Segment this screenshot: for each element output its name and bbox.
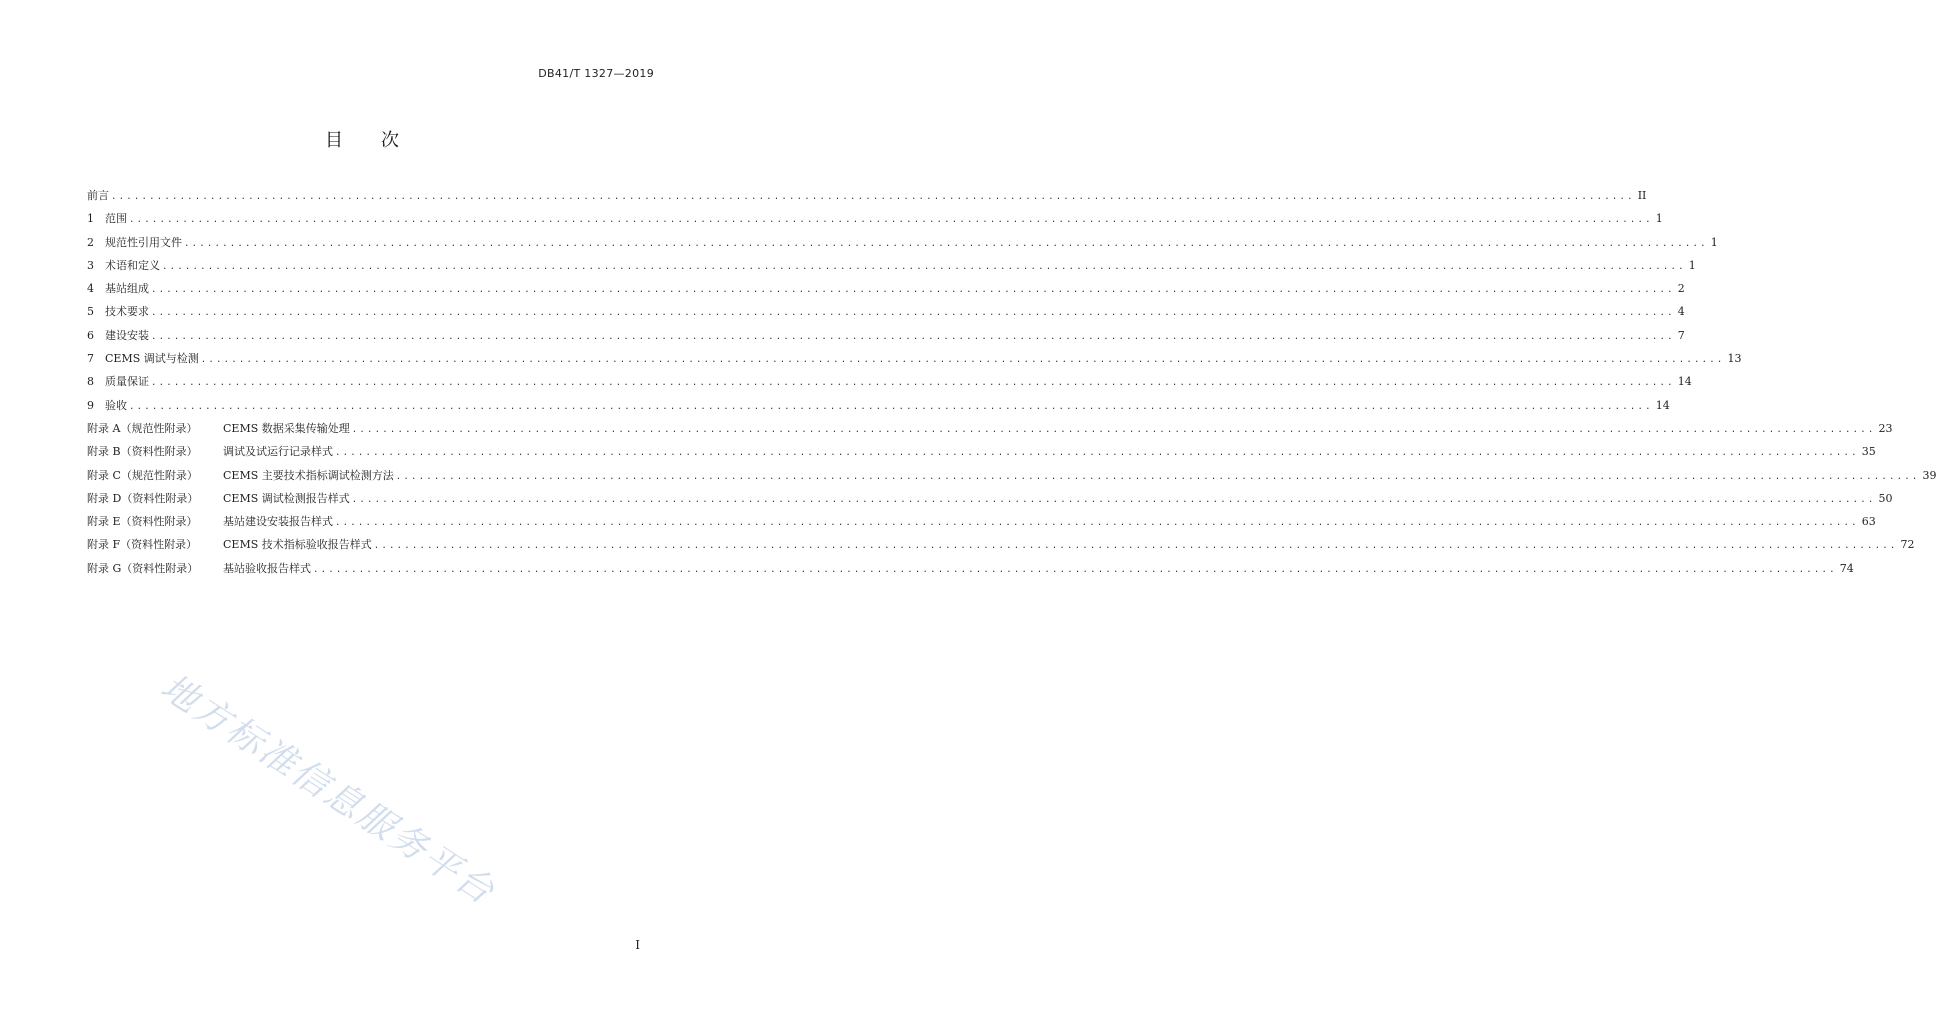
toc-entry-label [87,394,127,417]
toc-entry[interactable] [87,440,1876,463]
leader-dots: ........................................................................................................................................................................................................ [162,261,1686,272]
section-title: 基站验收报告样式 [223,561,311,575]
toc-entry-label [87,370,149,393]
toc-page-number: 74 [1839,561,1854,575]
appendix-prefix: 附录 G（资料性附录） [87,561,199,575]
leader-dots: ........................................................................................................................................................................................................ [200,355,1725,366]
appendix-prefix: 附录 E（资料性附录） [87,515,198,529]
page-number: I [635,938,640,952]
toc-entry[interactable] [87,184,1647,207]
toc-entry[interactable] [87,464,1936,487]
toc-page-number: 1 [1710,235,1718,249]
watermark: 地方标准信息服务平台 [153,666,503,914]
section-title: CEMS 调试与检测 [105,352,199,366]
section-title: CEMS 调试检测报告样式 [223,491,350,505]
toc-page-number: 50 [1878,491,1893,505]
section-title: 质量保证 [105,375,149,389]
leader-dots: ........................................................................................................................................................................................................ [313,564,1837,575]
section-number: 6 [87,328,94,342]
appendix-prefix: 附录 A（规范性附录） [87,421,198,435]
toc-entry[interactable] [87,370,1692,393]
leader-dots: ........................................................................................................................................................................................................ [184,238,1708,249]
toc-entry-label [87,300,149,323]
toc-entry-label [87,557,311,580]
leader-dots: ........................................................................................................................................................................................................ [151,308,1675,319]
toc-entry-label [87,464,394,487]
toc-entry-label [87,207,127,230]
toc-entry[interactable] [87,277,1685,300]
toc-entry-label [87,231,182,254]
toc-entry-label [87,440,333,463]
section-number: 5 [87,305,94,319]
toc-entry-label [87,417,350,440]
toc-entry-label [87,277,149,300]
toc-page-number: 2 [1677,282,1685,296]
section-title: CEMS 主要技术指标调试检测方法 [223,468,394,482]
leader-dots: ........................................................................................................................................................................................................ [151,378,1675,389]
section-title: 规范性引用文件 [105,235,182,249]
leader-dots: ........................................................................................................................................................................................................ [129,215,1653,226]
section-number: 3 [87,258,94,272]
section-title: 范围 [105,212,127,226]
toc-title: 目次 [325,130,437,151]
leader-dots: ........................................................................................................................................................................................................ [395,471,1920,482]
leader-dots: ........................................................................................................................................................................................................ [335,518,1859,529]
toc-page-number: 23 [1878,421,1893,435]
section-title: 前言 [87,189,109,202]
toc-entry[interactable] [87,394,1670,417]
toc-entry[interactable] [87,487,1893,510]
section-number: 7 [87,352,94,366]
toc-entry-label [87,324,149,347]
section-number: 2 [87,235,94,249]
toc-entry[interactable] [87,207,1663,230]
leader-dots: ........................................................................................................................................................................................................ [129,401,1653,412]
toc-entry[interactable] [87,417,1893,440]
toc-entry[interactable] [87,347,1742,370]
leader-dots: ........................................................................................................................................................................................................ [373,541,1898,552]
leader-dots: ........................................................................................................................................................................................................ [151,331,1675,342]
appendix-prefix: 附录 F（资料性附录） [87,538,198,552]
section-title: CEMS 技术指标验收报告样式 [223,538,372,552]
toc-entry-label [87,184,109,207]
toc-page-number: 7 [1677,328,1685,342]
section-number: 9 [87,398,94,412]
toc-page-number: 39 [1922,468,1936,482]
section-title: 验收 [105,398,127,412]
toc-entry[interactable] [87,533,1915,556]
table-of-contents [87,184,1936,580]
appendix-prefix: 附录 B（资料性附录） [87,445,198,459]
section-title: 调试及试运行记录样式 [223,445,333,459]
toc-entry[interactable] [87,510,1876,533]
toc-page-number: 72 [1900,538,1915,552]
toc-entry-label [87,487,350,510]
section-number: 4 [87,282,94,296]
toc-page-number: 1 [1688,258,1696,272]
appendix-prefix: 附录 C（规范性附录） [87,468,198,482]
toc-entry[interactable] [87,557,1854,580]
section-number: 8 [87,375,94,389]
toc-entry-label [87,254,160,277]
toc-page-number: 63 [1861,515,1876,529]
toc-entry-label [87,510,333,533]
toc-entry-label [87,347,199,370]
toc-entry[interactable] [87,254,1696,277]
section-title: 基站组成 [105,282,149,296]
toc-entry[interactable] [87,324,1685,347]
section-title: 技术要求 [105,305,149,319]
toc-page-number: 4 [1677,305,1685,319]
toc-page-number: 13 [1727,352,1742,366]
toc-entry[interactable] [87,231,1718,254]
standard-number: DB41/T 1327—2019 [538,67,654,80]
toc-page-number: 35 [1861,445,1876,459]
toc-page-number: II [1637,189,1647,202]
section-title: 术语和定义 [105,258,160,272]
toc-entry[interactable] [87,300,1685,323]
section-title: 基站建设安装报告样式 [223,515,333,529]
leader-dots: ........................................................................................................................................................................................................ [111,192,1635,202]
leader-dots: ........................................................................................................................................................................................................ [351,494,1876,505]
leader-dots: ........................................................................................................................................................................................................ [335,448,1859,459]
leader-dots: ........................................................................................................................................................................................................ [151,285,1675,296]
section-title: 建设安装 [105,328,149,342]
appendix-prefix: 附录 D（资料性附录） [87,491,199,505]
toc-page-number: 14 [1655,398,1670,412]
toc-page-number: 14 [1677,375,1692,389]
leader-dots: ........................................................................................................................................................................................................ [351,424,1876,435]
section-title: CEMS 数据采集传输处理 [223,421,350,435]
section-number: 1 [87,212,94,226]
toc-page-number: 1 [1655,212,1663,226]
toc-entry-label [87,533,372,556]
